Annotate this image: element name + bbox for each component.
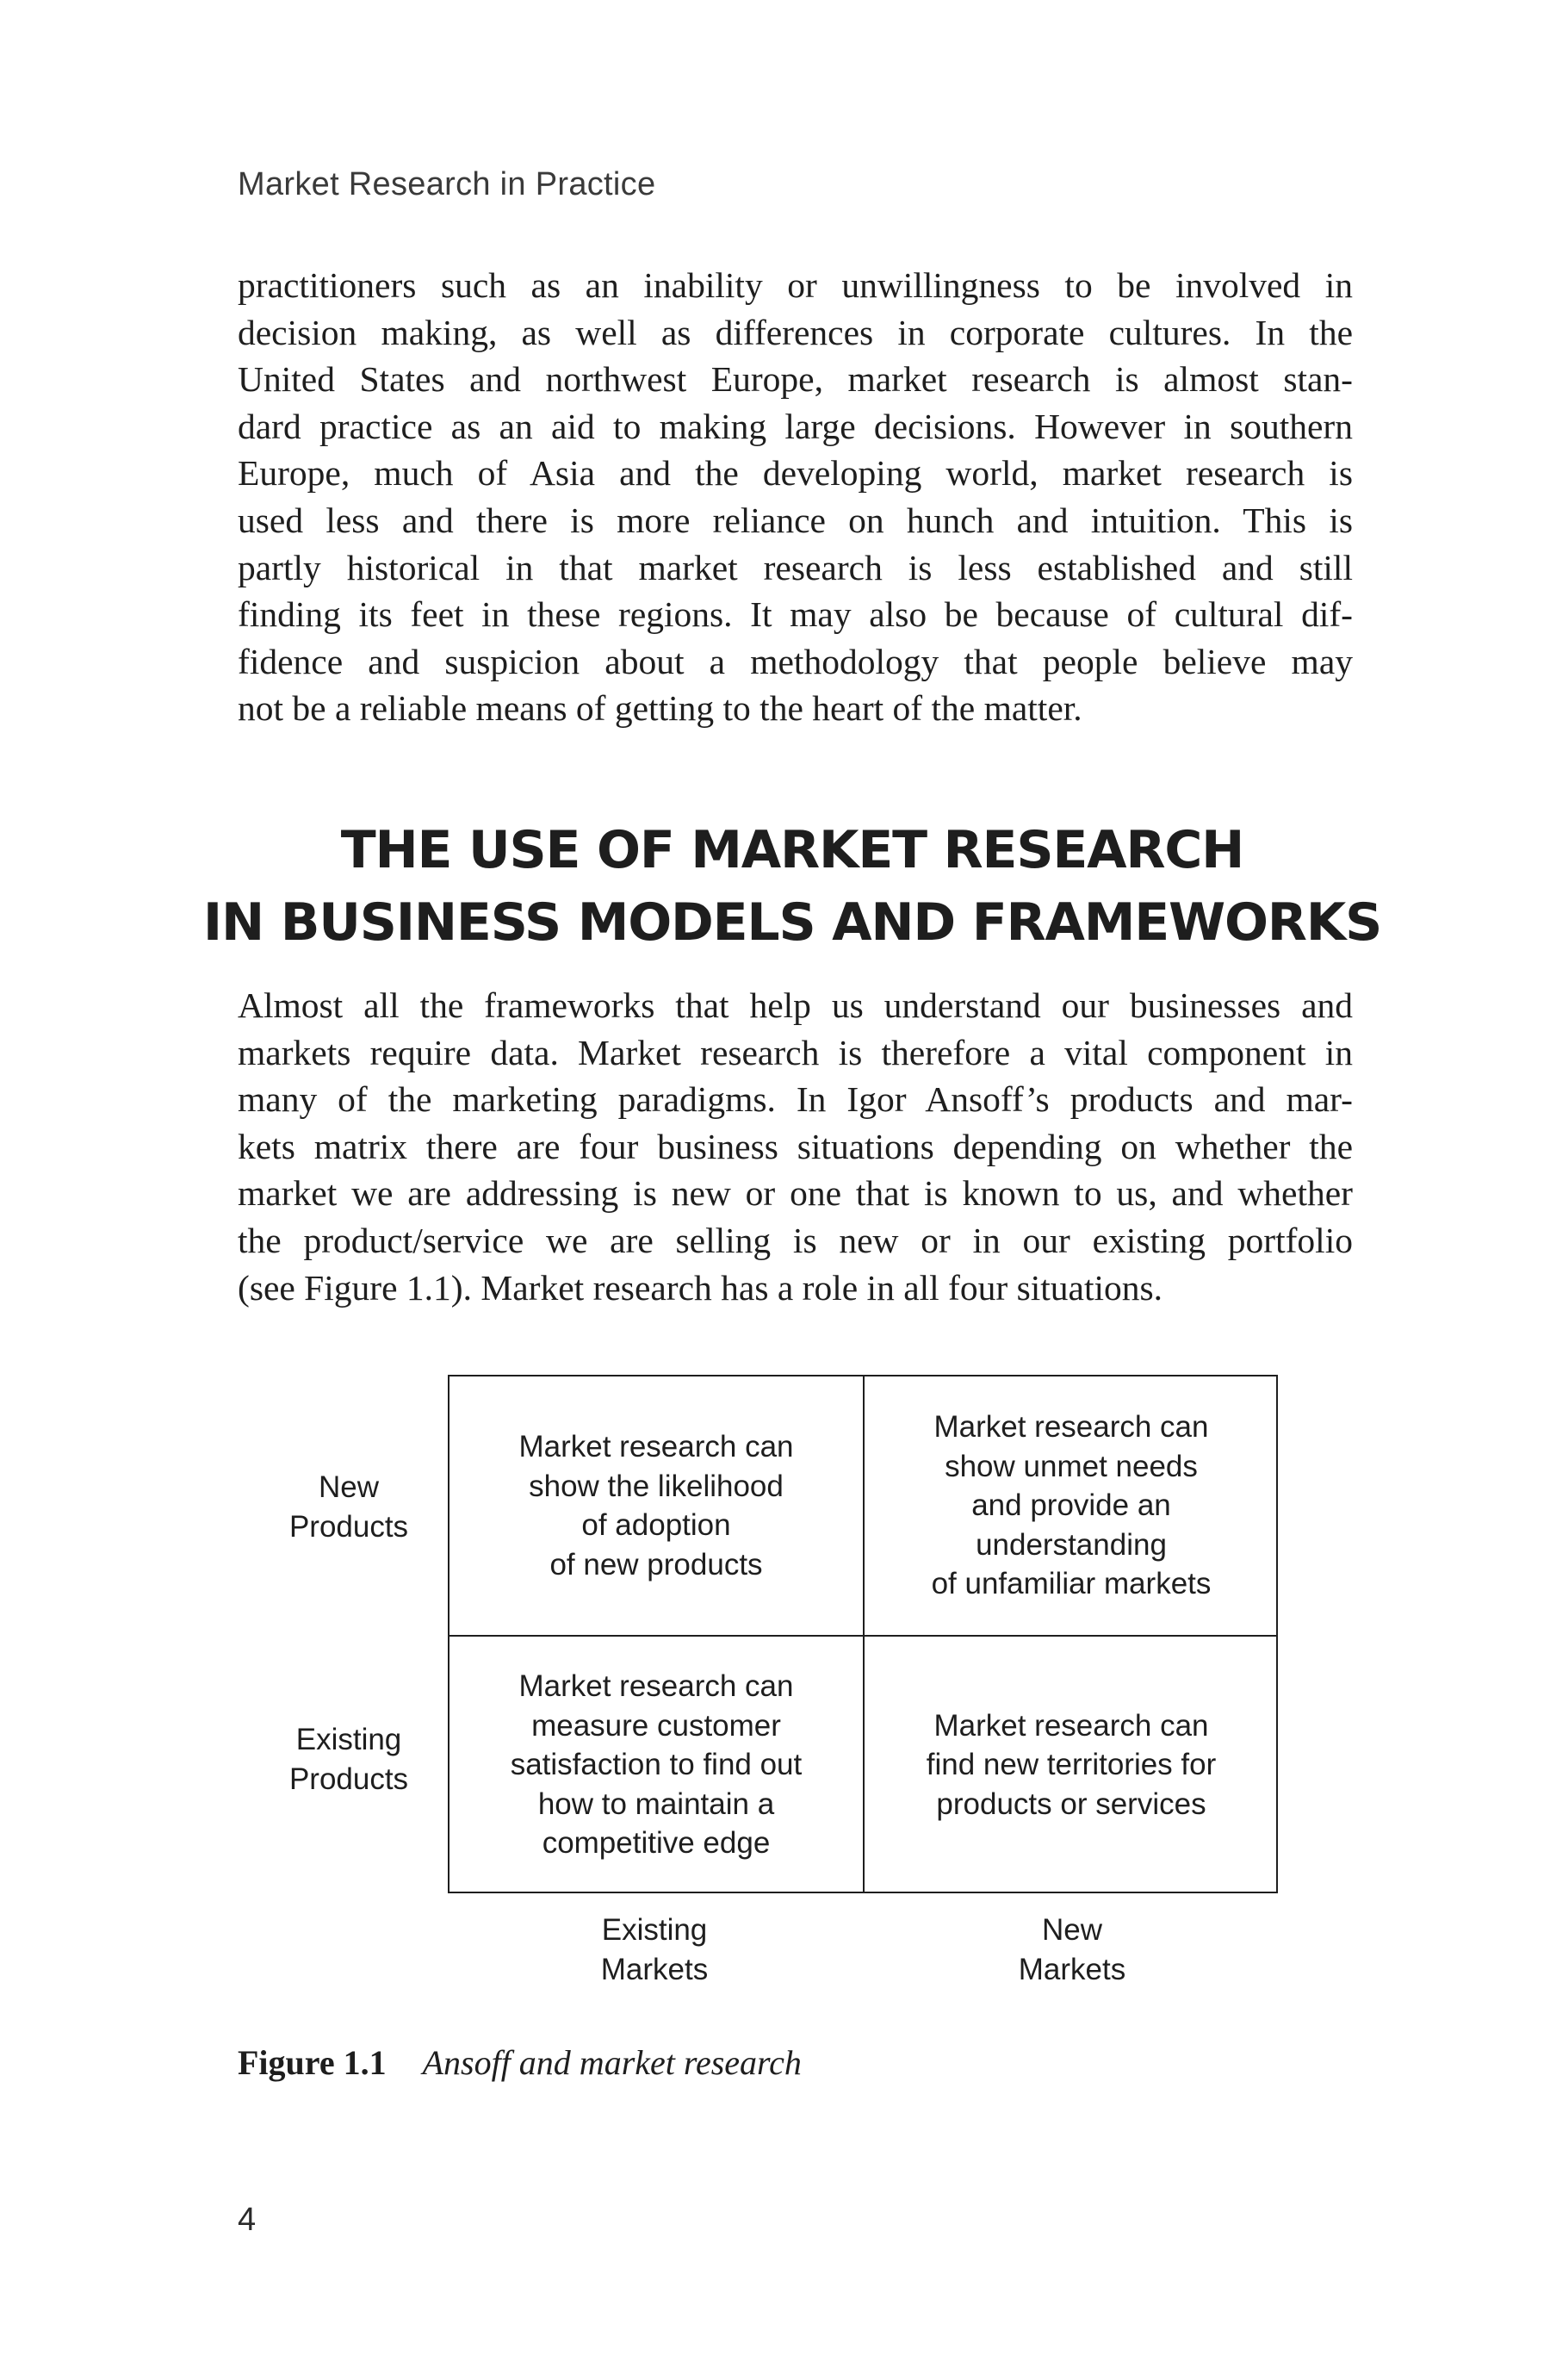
running-header: Market Research in Practice <box>238 166 656 202</box>
text-line: (see Figure 1.1). Market research has a role in all four situations. <box>238 1267 1163 1308</box>
text-line: not be a reliable means of getting to the heart of the matter. <box>238 688 1082 729</box>
ansoff-matrix <box>448 1375 1278 1893</box>
text-line: market we are addressing is new or one that is known to us, and whether <box>238 1173 1353 1214</box>
text-line: many of the marketing paradigms. In Igor Ansoff’s products and mar- <box>238 1079 1353 1120</box>
row-label-existing-products: Existing Products <box>288 1723 409 1796</box>
text-line: fidence and suspicion about a methodology that people believe may <box>238 641 1353 681</box>
column-label-new-markets: New Markets <box>1018 1913 1126 1986</box>
text-line: partly historical in that market research is less established and still <box>238 547 1353 587</box>
section-heading <box>189 814 1395 959</box>
text-line: markets require data. Market research is therefore a vital component in <box>238 1032 1353 1072</box>
heading-line: IN BUSINESS MODELS AND FRAMEWORKS <box>202 892 1382 953</box>
text-line: practitioners such as an inability or unwillingness to be involved in <box>238 265 1353 305</box>
row-label-new-products: New Products <box>288 1470 409 1544</box>
cell-text: Market research can measure customer satisfaction to find out how to maintain a competitive edge <box>510 1669 803 1861</box>
page-number: 4 <box>238 2202 257 2238</box>
matrix-cell-new-products-existing-markets <box>450 1376 863 1635</box>
text-line: used less and there is more reliance on hunch and intuition. This is <box>238 500 1353 540</box>
cell-text: Market research can show the likelihood of adoption of new products <box>518 1430 794 1581</box>
text-line: Almost all the frameworks that help us understand our businesses and <box>238 985 1353 1025</box>
cell-text: Market research can find new territories for products or services <box>926 1708 1217 1821</box>
heading-line: THE USE OF MARKET RESEARCH <box>340 820 1244 880</box>
body-paragraph-1 <box>238 262 1353 732</box>
figure-number: Figure 1.1 <box>238 2043 387 2082</box>
text-line: Europe, much of Asia and the developing world, market research is <box>238 453 1353 494</box>
figure-caption <box>238 2041 802 2085</box>
text-line: decision making, as well as differences in corporate cultures. In the <box>238 312 1353 352</box>
text-line: kets matrix there are four business situations depending on whether the <box>238 1126 1353 1166</box>
column-label-existing-markets: Existing Markets <box>600 1913 709 1986</box>
cell-text: Market research can show unmet needs and provide an understanding of unfamiliar markets <box>931 1410 1212 1601</box>
text-line: United States and northwest Europe, market research is almost stan- <box>238 359 1353 400</box>
text-line: the product/service we are selling is new or in our existing portfolio <box>238 1220 1353 1260</box>
figure-title: Ansoff and market research <box>422 2043 802 2082</box>
matrix-cell-new-products-new-markets <box>865 1376 1278 1635</box>
matrix-cell-existing-products-new-markets <box>865 1637 1278 1893</box>
body-paragraph-2 <box>238 982 1353 1311</box>
text-line: finding its feet in these regions. It may also be because of cultural dif- <box>238 594 1353 635</box>
matrix-cell-existing-products-existing-markets <box>450 1637 863 1893</box>
text-line: dard practice as an aid to making large decisions. However in southern <box>238 406 1353 446</box>
